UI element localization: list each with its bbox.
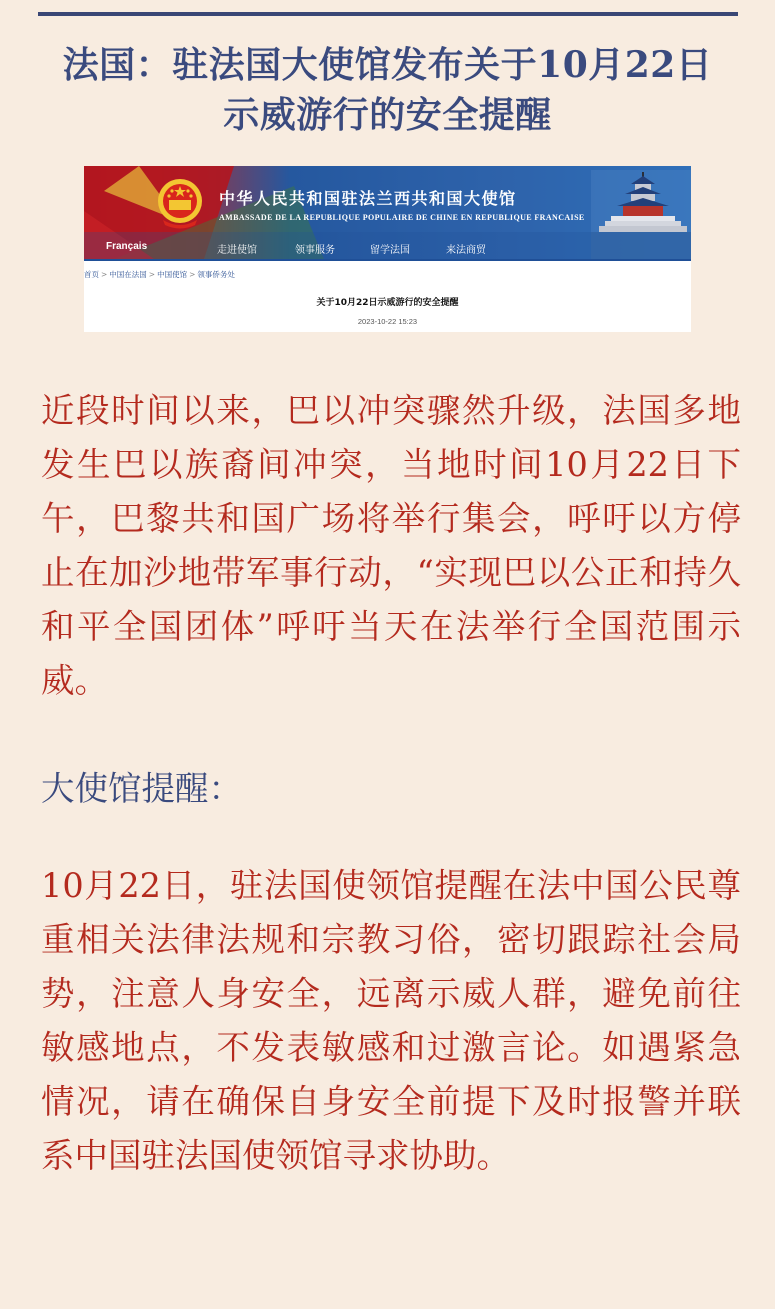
headline-line-1: 法国：驻法国大使馆发布关于10月22日 xyxy=(62,44,713,86)
temple-of-heaven-icon xyxy=(591,170,691,259)
embassy-banner xyxy=(84,166,691,259)
embassy-reminder-heading: 大使馆提醒： xyxy=(41,769,242,808)
breadcrumb-home-link[interactable]: 首页 xyxy=(84,270,99,279)
notice-date: 2023-10-22 15:23 xyxy=(357,317,418,326)
breadcrumb-consular-section-link[interactable]: 领事侨务处 xyxy=(197,270,235,279)
nav-item-business-in-france[interactable]: 来法商贸 xyxy=(446,245,486,256)
notice-title: 关于10月22日示威游行的安全提醒 xyxy=(316,298,459,308)
body-paragraph-situation: 近段时间以来，巴以冲突骤然升级，法国多地发生巴以族裔间冲突，当地时间10月22日下午，巴黎共和国广场将举行集会，呼吁以方停止在加沙地带军事行动，“实现巴以公正和持久和平全国团体”呼吁当天在法举行全国范围示威。 xyxy=(41,391,741,700)
article-headline xyxy=(20,40,755,140)
embassy-name-fr: AMBASSADE DE LA REPUBLIQUE POPULAIRE DE CHINE EN REPUBLIQUE FRANCAISE xyxy=(219,213,585,222)
nav-item-consular-services[interactable]: 领事服务 xyxy=(295,245,335,256)
national-emblem-icon xyxy=(155,176,205,230)
nav-item-study-in-france[interactable]: 留学法国 xyxy=(370,245,410,256)
body-paragraph-advice: 10月22日，驻法国使领馆提醒在法中国公民尊重相关法律法规和宗教习俗，密切跟踪社会局势，注意人身安全，远离示威人群，避免前往敏感地点，不发表敏感和过激言论。如遇紧急情况，请在确保自身安全前提下及时报警并联系中国驻法国使领馆寻求协助。 xyxy=(41,866,741,1175)
top-divider xyxy=(38,12,738,16)
breadcrumb-embassy-link[interactable]: 中国使馆 xyxy=(157,270,188,279)
french-language-link[interactable]: Français xyxy=(106,241,148,252)
breadcrumb-china-in-france-link[interactable]: 中国在法国 xyxy=(109,270,147,279)
embassy-name-cn: 中华人民共和国驻法兰西共和国大使馆 xyxy=(219,189,517,208)
banner-bottom-line xyxy=(84,259,691,261)
breadcrumb-separator: > xyxy=(101,270,108,279)
breadcrumb-separator: > xyxy=(148,270,156,279)
breadcrumb xyxy=(84,269,235,280)
headline-line-2: 示威游行的安全提醒 xyxy=(223,94,552,136)
embassy-website-screenshot xyxy=(84,166,691,332)
breadcrumb-separator: > xyxy=(189,270,196,279)
nav-item-about-embassy[interactable]: 走进使馆 xyxy=(217,245,257,256)
